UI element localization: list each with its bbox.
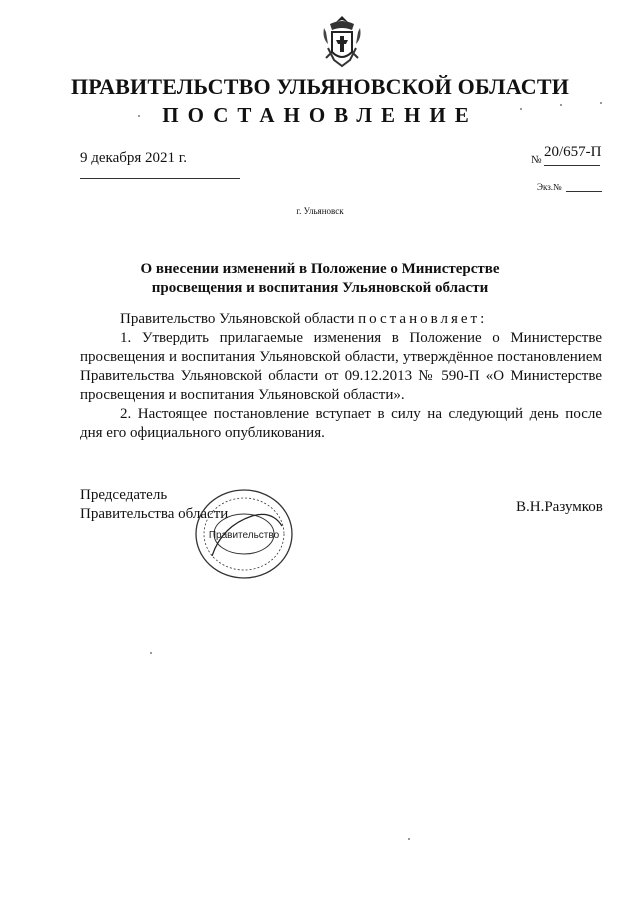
scan-speck: [138, 115, 140, 117]
item-1: 1. Утвердить прилагаемые изменения в Положение о Министерстве просвещения и воспитания Ульяновской области, утверждённое постановлением Правительства Ульяновской области от 09.12.2013 № 590-П «О Министерстве просвещения и воспитания Ульяновской области».: [80, 330, 602, 403]
document-number: 20/657-П: [544, 144, 602, 160]
scan-speck: [560, 104, 562, 106]
document-date: 9 декабря 2021 г.: [80, 150, 187, 166]
official-seal-icon: [192, 486, 296, 582]
government-title: ПРАВИТЕЛЬСТВО УЛЬЯНОВСКОЙ ОБЛАСТИ: [70, 74, 570, 99]
copy-label: Экз.№: [537, 182, 562, 192]
number-sign: №: [531, 154, 542, 166]
copy-underline: [566, 191, 602, 192]
city: г. Ульяновск: [296, 206, 344, 216]
document-subject: О внесении изменений в Положение о Министерстве просвещения и воспитания Ульяновской области: [140, 261, 500, 296]
coat-of-arms-icon: [320, 14, 364, 70]
signatory-name: В.Н.Разумков: [516, 499, 603, 515]
scan-speck: [408, 838, 410, 840]
document-body: [80, 310, 602, 443]
item-2: 2. Настоящее постановление вступает в силу на следующий день после дня его официального опубликования.: [80, 406, 602, 441]
date-underline: [80, 178, 240, 179]
scan-speck: [600, 102, 602, 104]
intro-prefix: Правительство Ульяновской области: [120, 311, 359, 327]
document-type: ПОСТАНОВЛЕНИЕ: [162, 103, 478, 127]
intro-paragraph: [80, 310, 602, 329]
signatory-title-line1: Председатель: [80, 487, 168, 503]
number-underline: [544, 165, 600, 166]
signatory-title-line2: Правительства области: [80, 506, 229, 522]
seal-text: Правительство: [208, 530, 280, 541]
scan-speck: [150, 652, 152, 654]
intro-decree-word: постановляет:: [358, 311, 488, 327]
scan-speck: [520, 108, 522, 110]
